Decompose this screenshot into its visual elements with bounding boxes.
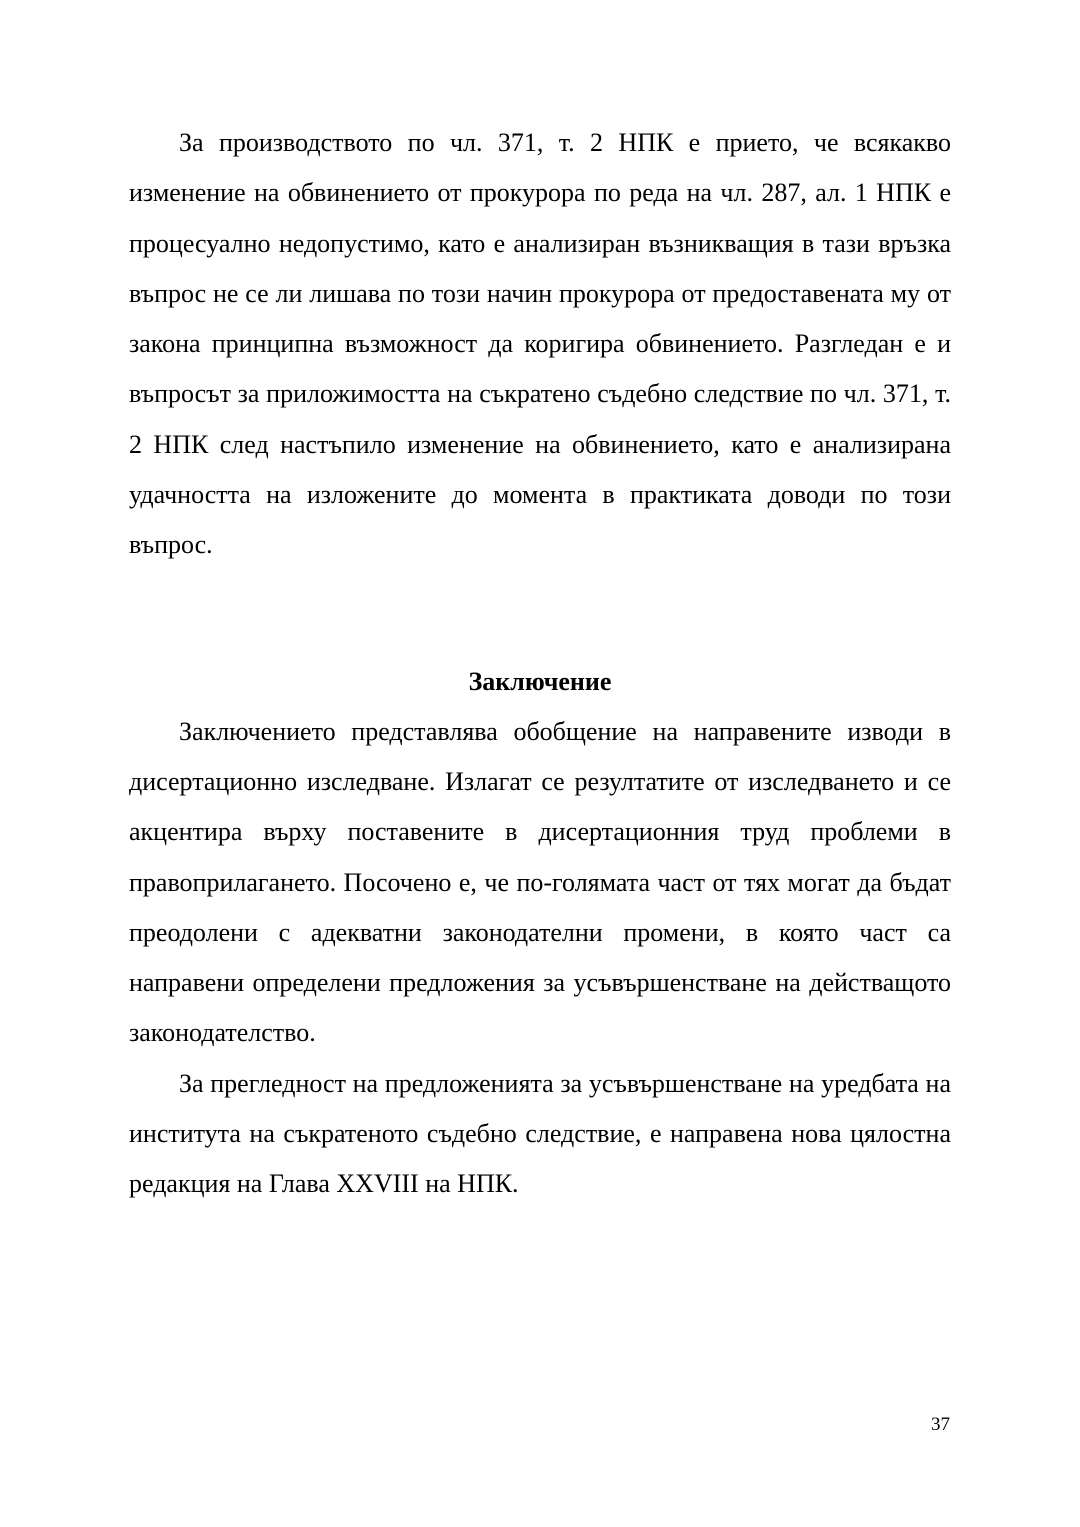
paragraph-abbreviated-investigation-amendment: За производството по чл. 371, т. 2 НПК е прието, че всякакво изменение на обвинението от прокурора по реда на чл. 287, ал. 1 НПК е процесуално недопустимо, като е анализиран възникващия в тази връзка въпрос не се ли лишава по този начин прокурора от предоставената му от закона принципна възможност да коригира обвинението. Разгледан е и въпросът за приложимостта на съкратено съдебно следствие по чл. 371, т. 2 НПК след настъпило изменение на обвинението, като е анализирана удачността на изложените до момента в практиката доводи по този въпрос. — [129, 128, 951, 560]
section-heading-conclusion: Заключение — [468, 666, 612, 696]
page-number: 37 — [931, 1414, 950, 1435]
paragraph-conclusion-summary: Заключението представлява обобщение на направените изводи в дисертационно изследване. Излагат се резултатите от изследването и се акцентира върху поставените в дисертационния труд проблеми в правоприлагането. Посочено е, че по-голямата част от тях могат да бъдат преодолени с адекватни законодателни промени, в която част са направени определени предложения за усъвършенстване на действащото законодателство. — [129, 716, 951, 1048]
paragraph-proposals-chapter-revision: За прегледност на предложенията за усъвършенстване на уредбата на института на съкратеното съдебно следствие, е направена нова цялостна редакция на Глава XXVIII на НПК. — [129, 1068, 951, 1199]
document-body — [129, 118, 951, 1210]
